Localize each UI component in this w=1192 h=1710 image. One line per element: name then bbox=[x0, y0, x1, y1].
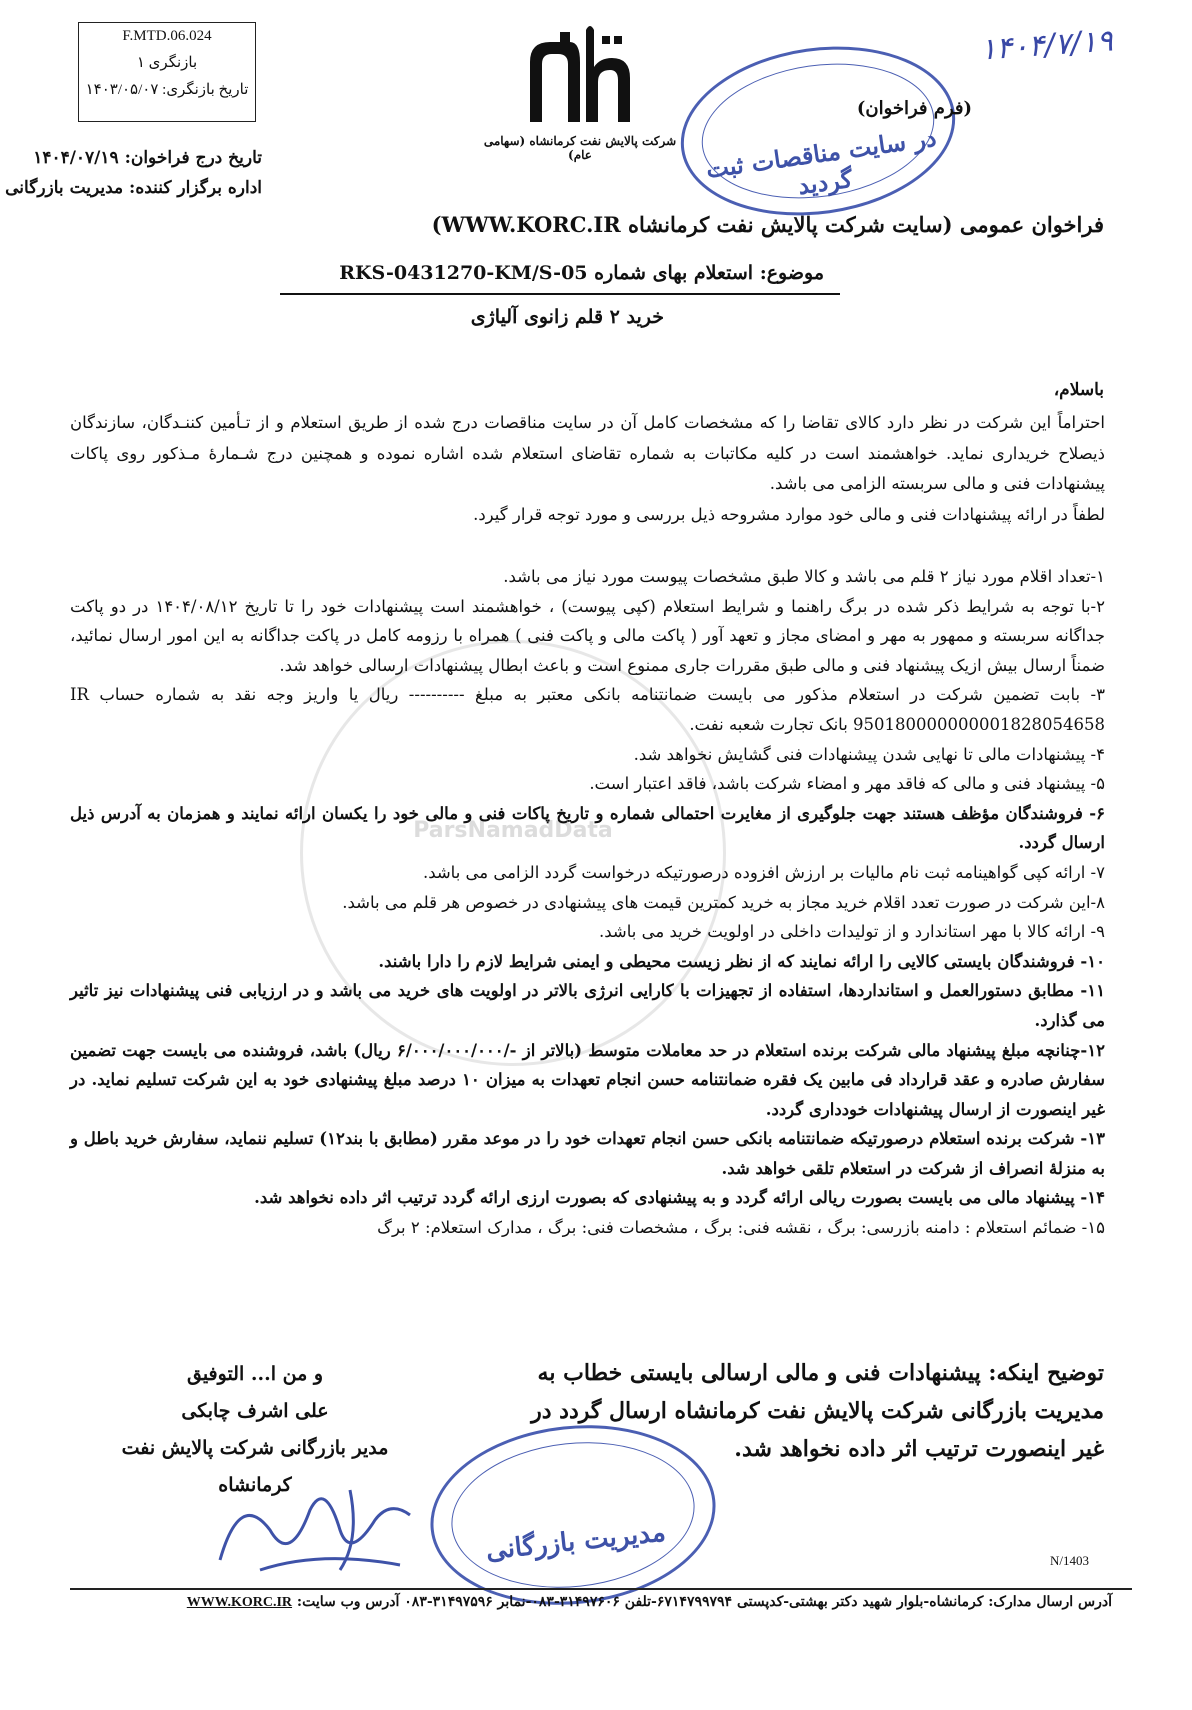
revision: بازنگری ۱ bbox=[136, 55, 198, 71]
list-item: ۳- بابت تضمین شرکت در استعلام مذکور می بایست ضمانتنامه بانکی معتبر به مبلغ ---------- ریال یا واریز وجه نقد به شماره حساب IR 950180000000001828054658 بانک تجارت شعبه نفت. bbox=[70, 685, 1105, 734]
list-item: ۴- پیشنهادات مالی تا نهایی شدن پیشنهادات فنی گشایش نخواهد شد. bbox=[633, 744, 1105, 764]
list-item: ۹- ارائه کالا با مهر استاندارد و از تولیدات داخلی در اولویت خرید می باشد. bbox=[599, 922, 1105, 942]
body-text bbox=[70, 408, 1105, 530]
list-item: ۱۲-چنانچه مبلغ پیشنهاد مالی شرکت برنده استعلام در حد معاملات متوسط (بالاتر از -/۶/۰۰۰/۰۰۰/۰۰۰ ریال) باشد، فروشنده می بایست جهت تضمین سفارش صادره و عقد قرارداد فی مابین یک فقره ضمانتنامه حسن انجام تعهدات به میزان ۱۰ درصد مبلغ پیشنهادی خود به این شرکت تسلیم نماید. در غیر اینصورت از ارسال پیشنهادات خودداری گردد. bbox=[70, 1040, 1105, 1119]
company-name: شرکت پالایش نفت کرمانشاه (سهامی عام) bbox=[483, 134, 677, 162]
registration-stamp bbox=[670, 30, 966, 233]
footer-divider bbox=[70, 1588, 1132, 1590]
conditions-list bbox=[70, 562, 1105, 1243]
stamp-text: در سایت مناقصات ثبت گردید bbox=[704, 122, 939, 201]
list-item: ۱۰- فروشندگان بایستی کالایی را ارائه نمایند که از نظر زیست محیطی و ایمنی شرایط لازم را دارا باشند. bbox=[378, 951, 1105, 971]
form-title: (فرم فراخوان) bbox=[856, 98, 972, 119]
revision-date: تاریخ بازنگری: ۱۴۰۳/۰۵/۰۷ bbox=[85, 82, 249, 98]
list-item: ۶- فروشندگان مؤظف هستند جهت جلوگیری از مغایرت احتمالی شماره و تاریخ پاکات فنی و مالی خود را یکسان ارائه نمایند و همزمان به آدرس ذیل ارسال گردد. bbox=[70, 803, 1105, 853]
company-logo-icon bbox=[520, 22, 640, 132]
item-title: خرید ۲ قلم زانوی آلیاژی bbox=[470, 306, 664, 328]
list-item: ۱۳- شرکت برنده استعلام درصورتیکه ضمانتنامه بانکی حسن انجام تعهدات خود را در موعد مقرر (مطابق با بند۱۲) تسلیم ننماید، سفارش خرید باطل و به منزلۀ انصراف از شرکت در استعلام تلقی خواهد شد. bbox=[70, 1129, 1106, 1178]
signature-icon bbox=[200, 1470, 430, 1590]
subject-underline bbox=[280, 293, 840, 295]
instruction-paragraph: لطفاً در ارائه پیشنهادات فنی و مالی خود موارد مشروحه ذیل بررسی و مورد توجه قرار گیرد. bbox=[473, 504, 1105, 524]
organizing-office: اداره برگزار کننده: مدیریت بازرگانی bbox=[5, 178, 262, 198]
list-item: ۲-با توجه به شرایط ذکر شده در برگ راهنما و شرایط استعلام (کپی پیوست) ، خواهشمند است پیشنهادات خود را تا تاریخ ۱۴۰۴/۰۸/۱۲ در دو پاکت جداگانه سربسته و ممهور به مهر و امضای مجاز و تعهد آور ( پاکت مالی و پاکت فنی ) همراه با رزومه کامل در پاکت جداگانه به این امور ارسال نمائید، ضمناً ارسال بیش ازیک پیشنهاد فنی و مالی طبق مقررات جاری ممنوع است و باعث ابطال پیشنهادات ارسالی خواهد شد. bbox=[70, 596, 1105, 675]
watermark-text: ParsNamadData bbox=[413, 818, 613, 843]
list-item: ۱-تعداد اقلام مورد نیاز ۲ قلم می باشد و کالا طبق مشخصات پیوست مورد نیاز می باشد. bbox=[503, 567, 1105, 586]
list-item: ۱۵- ضمائم استعلام : دامنه بازرسی: برگ ، نقشه فنی: برگ ، مشخصات فنی: برگ ، مدارک استعلام: ۲ برگ bbox=[377, 1218, 1105, 1238]
date-issued: تاریخ درج فراخوان: ۱۴۰۴/۰۷/۱۹ bbox=[33, 148, 262, 168]
note: توضیح اینکه: پیشنهادات فنی و مالی ارسالی بایستی خطاب به مدیریت بازرگانی شرکت پالایش نفت کرمانشاه ارسال گردد در غیر اینصورت ترتیب اثر داده نخواهد شد. bbox=[531, 1360, 1104, 1462]
form-code: F.MTD.06.024 bbox=[122, 28, 212, 44]
signer-name: علی اشرف چابکی bbox=[181, 1400, 329, 1422]
list-item: ۸-این شرکت در صورت تعدد اقلام خرید مجاز به خرید کمترین قیمت های پیشنهادی در خصوص هر قلم می باشد. bbox=[342, 892, 1105, 912]
document-number: N/1403 bbox=[1050, 1553, 1089, 1568]
list-item: ۵- پیشنهاد فنی و مالی که فاقد مهر و امضاء شرکت باشد، فاقد اعتبار است. bbox=[589, 774, 1105, 794]
list-item: ۱۴- پیشنهاد مالی می بایست بصورت ریالی ارائه گردد و به پیشنهادی که بصورت ارزی ارائه گردد ترتیب اثر داده نخواهد شد. bbox=[254, 1188, 1105, 1208]
signer-position: مدیر بازرگانی شرکت پالایش نفت کرمانشاه bbox=[121, 1437, 389, 1496]
footer-address: آدرس ارسال مدارک: کرمانشاه-بلوار شهید دکتر بهشتی-کدپستی ۶۷۱۴۷۹۹۷۹۴-تلفن ۳۱۴۹۷۶۰۶-۰۸۳-نمابر ۳۱۴۹۷۵۹۶-۰۸۳ آدرس وب سایت: bbox=[296, 1594, 1112, 1610]
stamp-text: مدیریت بازرگانی bbox=[484, 1517, 668, 1567]
intro-paragraph: احتراماً این شرکت در نظر دارد کالای تقاضا را که مشخصات کامل آن در سایت مناقصات درج شده از طریق استعلام و از تـأمین کننـدگان، سازندگان ذیصلاح خریداری نماید. خواهشمند است در کلیه مکاتبات به شماره تقاضای استعلام شده اشاره نموده و همچنین درج شـمارۀ مـذکور روی پاکات پیشنهادات فنی و مالی سربسته الزامی می باشد. bbox=[70, 413, 1106, 493]
headline: فراخوان عمومی (سایت شرکت پالایش نفت کرمانشاه WWW.KORC.IR) bbox=[431, 212, 1104, 237]
form-code-box bbox=[78, 22, 256, 122]
list-item: ۷- ارائه کپی گواهینامه ثبت نام مالیات بر ارزش افزوده درصورتیکه درخواست گردد الزامی می باشد. bbox=[422, 862, 1105, 882]
list-item: ۱۱- مطابق دستورالعمل و استانداردها، استفاده از تجهیزات با کارایی انرژی بالاتر در اولویت های خرید می باشد و در ارزیابی فنی پیشنهادات نیز تاثیر می گذارد. bbox=[70, 981, 1105, 1030]
footer bbox=[187, 1594, 1112, 1611]
greeting: باسلام، bbox=[1053, 380, 1104, 400]
handwritten-date: ۱۴۰۴/۷/۱۹ bbox=[978, 23, 1115, 68]
subject: موضوع: استعلام بهای شماره RKS-0431270-KM/S-05 bbox=[339, 262, 824, 284]
footer-website-link[interactable]: WWW.KORC.IR bbox=[186, 1595, 293, 1610]
salutation: و من ا... التوفیق bbox=[186, 1363, 324, 1385]
